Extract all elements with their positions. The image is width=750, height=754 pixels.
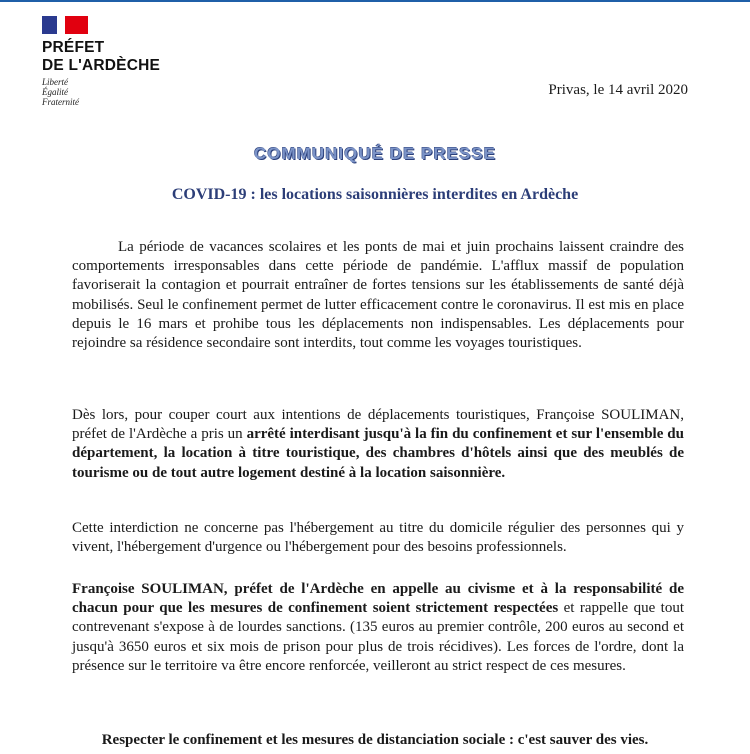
closing-statement: Respecter le confinement et les mesures de distanciation sociale : c'est sauver des vies. <box>101 732 649 748</box>
date-line: Privas, le 14 avril 2020 <box>548 82 688 98</box>
prefecture-logo <box>42 16 160 107</box>
republic-motto: Liberté Égalité Fraternité <box>42 77 79 107</box>
top-border <box>0 0 750 2</box>
paragraph-sanctions: Françoise SOULIMAN, préfet de l'Ardèche en appelle au civisme et à la responsabilité de chacun pour que les mesures de confinement soient strictement respectées et rappelle que tout contrevenant s'expose à de lourdes sanctions. (135 euros au premier contrôle, 200 euros au second et jusqu'à 3650 euros et six mois de prison pour plus de trois récidives). Les forces de l'ordre, dont la présence sur le territoire va être encore renforcée, veilleront au strict respect de ces mesures. <box>72 581 684 674</box>
french-flag-icon <box>42 16 88 34</box>
document-title: COMMUNIQUÉ DE PRESSE <box>254 144 496 163</box>
paragraph-context: La période de vacances scolaires et les ponts de mai et juin prochains laissent craindre des comportements irresponsables dans cette période de pandémie. L'afflux massif de population favoriserait la contagion et pourrait entraîner de fortes tensions sur les établissements de santé déjà mobilisés. Seul le confinement permet de lutter efficacement contre le coronavirus. Il est mis en place depuis le 16 mars et prohibe tous les déplacements non indispensables. Les déplacements pour rejoindre sa résidence secondaire sont interdits, tout comme les voyages touristiques. <box>72 239 684 352</box>
document-subtitle: COVID-19 : les locations saisonnières interdites en Ardèche <box>171 186 579 203</box>
paragraph-decree: Dès lors, pour couper court aux intentions de déplacements touristiques, Françoise SOULIMAN, préfet de l'Ardèche a pris un arrêté interdisant jusqu'à la fin du confinement et sur l'ensemble du département, la location à titre touristique, des chambres d'hôtels ainsi que des meublés de tourisme ou de tout autre logement destiné à la location saisonnière. <box>72 407 684 481</box>
paragraph-exceptions: Cette interdiction ne concerne pas l'hébergement au titre du domicile régulier des personnes qui y vivent, l'hébergement d'urgence ou l'hébergement pour des besoins professionnels. <box>72 520 684 556</box>
prefecture-name: PRÉFET DE L'ARDÈCHE <box>42 39 161 74</box>
